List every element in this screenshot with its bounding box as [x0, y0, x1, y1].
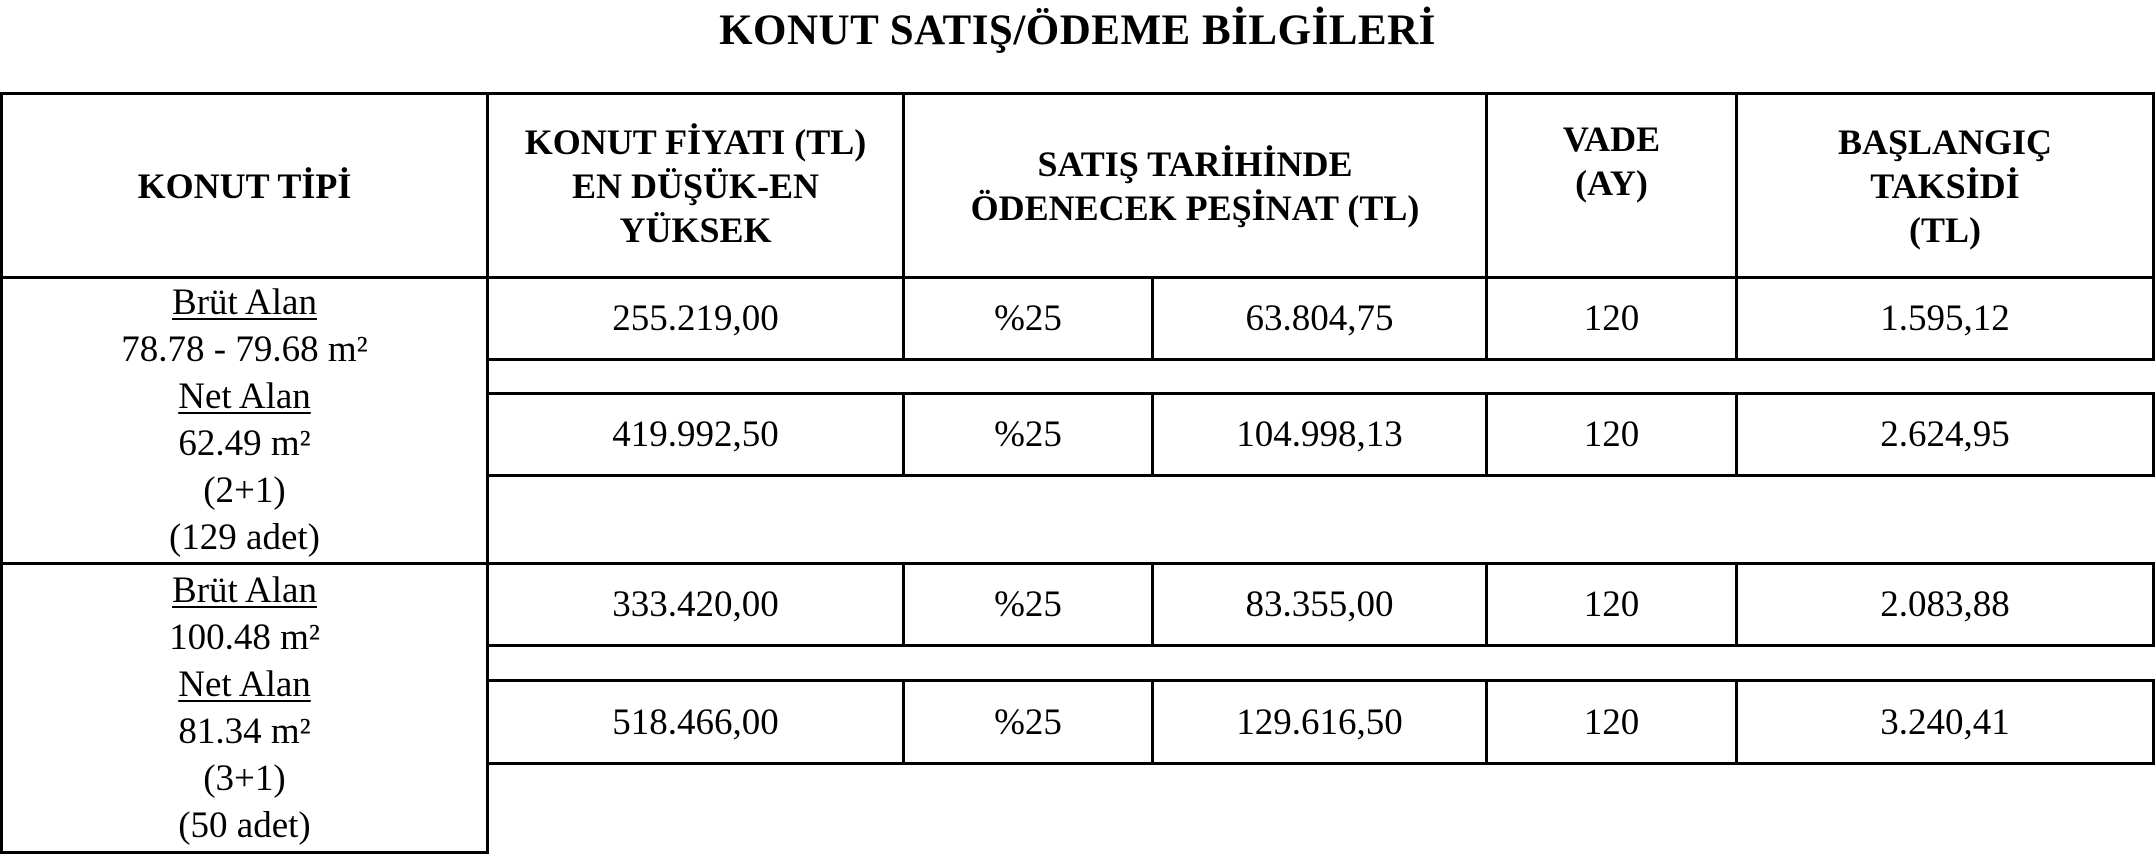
- oran-cell: %25: [902, 679, 1154, 765]
- header-fiyat-line-2: EN DÜŞÜK-EN: [571, 165, 820, 206]
- vade-cell: 120: [1485, 562, 1738, 647]
- taksit-cell: 1.595,12: [1735, 276, 2155, 361]
- taksit-cell: 2.083,88: [1735, 562, 2155, 647]
- net-alan-value: 62.49 m²: [178, 423, 311, 464]
- vade-cell: 120: [1485, 679, 1738, 765]
- vade-cell: 120: [1485, 392, 1738, 477]
- pesinat-cell: 63.804,75: [1151, 276, 1488, 361]
- oran-cell: %25: [902, 392, 1154, 477]
- header-vade-line-2: (AY): [1575, 163, 1648, 203]
- brut-alan-label: Brüt Alan: [172, 282, 317, 323]
- net-alan-label: Net Alan: [178, 376, 311, 417]
- header-taksit-line-1: BAŞLANGIÇ: [1837, 121, 2053, 162]
- header-fiyat-line-3: YÜKSEK: [619, 209, 772, 250]
- oran-cell: %25: [902, 276, 1154, 361]
- header-pesinat-line-2: ÖDENECEK PEŞİNAT (TL): [970, 187, 1420, 228]
- pesinat-cell: 83.355,00: [1151, 562, 1488, 647]
- net-alan-value: 81.34 m²: [178, 711, 311, 752]
- taksit-cell: 3.240,41: [1735, 679, 2155, 765]
- fiyat-cell: 419.992,50: [486, 392, 905, 477]
- taksit-cell: 2.624,95: [1735, 392, 2155, 477]
- header-taksit: [1735, 92, 2155, 279]
- oda-sayisi: (3+1): [203, 758, 286, 799]
- fiyat-cell: 333.420,00: [486, 562, 905, 647]
- brut-alan-value: 78.78 - 79.68 m²: [121, 329, 368, 370]
- header-fiyat: [486, 92, 905, 279]
- brut-alan-value: 100.48 m²: [169, 617, 320, 658]
- oran-cell: %25: [902, 562, 1154, 647]
- page-title: KONUT SATIŞ/ÖDEME BİLGİLERİ: [719, 7, 1436, 54]
- vade-cell: 120: [1485, 276, 1738, 361]
- header-pesinat: [902, 92, 1488, 279]
- oda-sayisi: (2+1): [203, 470, 286, 511]
- fiyat-cell: 518.466,00: [486, 679, 905, 765]
- header-fiyat-line-1: KONUT FİYATI (TL): [524, 121, 867, 162]
- header-konut-tipi-label: KONUT TİPİ: [137, 165, 352, 206]
- brut-alan-label: Brüt Alan: [172, 570, 317, 611]
- konut-adedi: (50 adet): [178, 805, 311, 846]
- net-alan-label: Net Alan: [178, 664, 311, 705]
- header-pesinat-line-1: SATIŞ TARİHİNDE: [1037, 143, 1353, 184]
- pesinat-cell: 104.998,13: [1151, 392, 1488, 477]
- header-taksit-line-3: (TL): [1909, 209, 1981, 250]
- konut-tipi-cell-2: [0, 562, 489, 854]
- fiyat-cell: 255.219,00: [486, 276, 905, 361]
- header-konut-tipi: [0, 92, 489, 279]
- pesinat-cell: 129.616,50: [1151, 679, 1488, 765]
- header-vade: [1485, 92, 1738, 279]
- header-taksit-line-2: TAKSİDİ: [1870, 165, 2020, 206]
- konut-adedi: (129 adet): [168, 517, 321, 558]
- header-vade-line-1: VADE: [1562, 119, 1661, 159]
- konut-tipi-cell-1: [0, 276, 489, 566]
